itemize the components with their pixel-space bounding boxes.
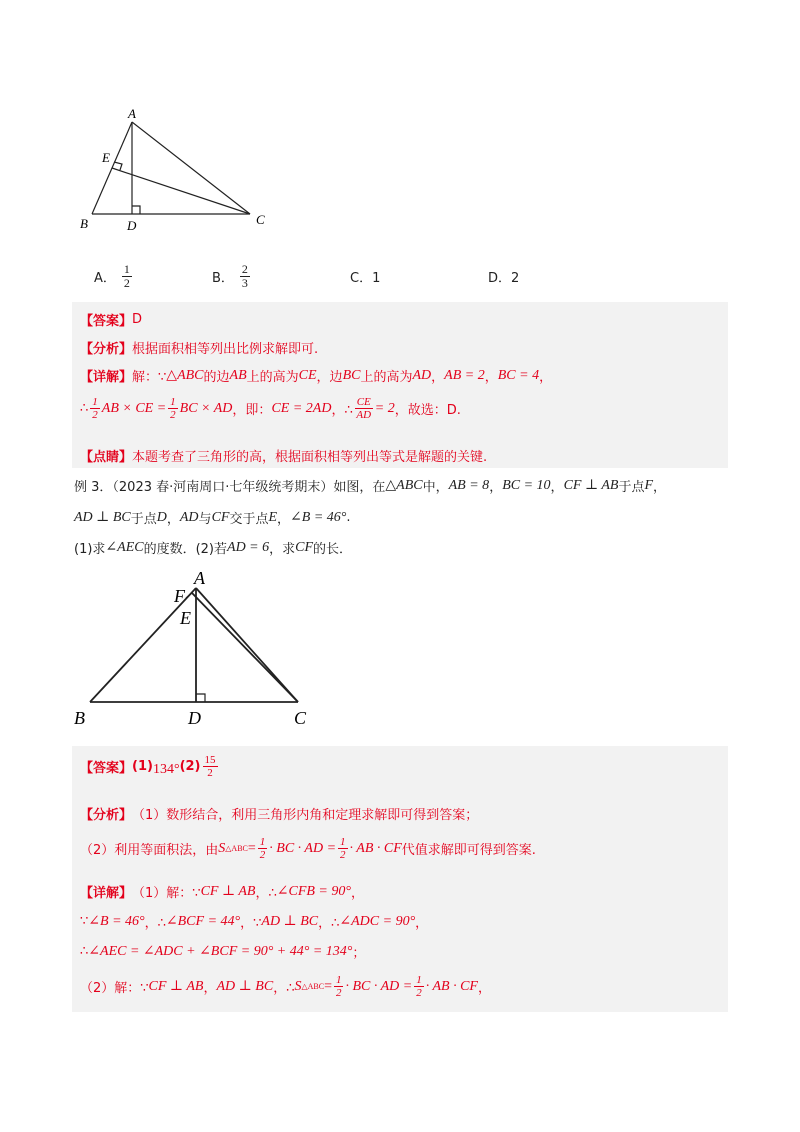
text: ，	[550, 480, 564, 495]
math: BC = 10	[502, 477, 551, 493]
text: 解：∵	[132, 370, 167, 385]
math: ∠BCF = 44°	[165, 914, 241, 929]
option-d	[488, 258, 519, 294]
text: ，求	[269, 542, 296, 557]
text: （2）利用等面积法，由	[80, 843, 219, 858]
den: 2	[416, 987, 422, 999]
label-e: E	[102, 150, 110, 165]
comment-line	[80, 446, 487, 465]
option-c-label: C．1	[350, 270, 381, 286]
example-line-3	[74, 538, 352, 557]
text: （1）解：∵	[132, 886, 201, 901]
math: D	[156, 509, 167, 525]
den: 2	[340, 849, 346, 861]
math: AB	[229, 367, 247, 383]
analysis-tag: 【分析】	[80, 342, 133, 357]
answer-tag: 【答案】	[80, 314, 133, 329]
label-c: C	[256, 212, 265, 227]
math: E	[268, 509, 278, 525]
math: = 2	[374, 400, 395, 416]
text: （1）数形结合，利用三角形内角和定理求解即可得到答案；	[132, 808, 479, 823]
text: 的长．	[313, 542, 353, 557]
text: ，∵	[240, 916, 262, 931]
option-a-den: 2	[123, 275, 130, 290]
math: CF ⊥ AB	[148, 979, 204, 994]
fraction	[90, 396, 100, 421]
text: ，∴	[255, 886, 277, 901]
text: 于点	[618, 480, 645, 495]
fraction	[203, 754, 218, 779]
analysis-line	[80, 338, 318, 357]
math: AD ⊥ BC	[74, 510, 131, 525]
text: 的度数．(2)若	[143, 542, 228, 557]
math: S	[218, 840, 226, 856]
text: ，	[350, 886, 364, 901]
num: 1	[259, 836, 266, 848]
math: AD	[412, 367, 432, 383]
detail-line-1	[80, 882, 364, 901]
text: ，	[489, 480, 503, 495]
answer-line	[80, 310, 142, 329]
option-b-den: 3	[241, 275, 248, 290]
math: BC = 4	[497, 367, 540, 383]
math: BC	[342, 367, 361, 383]
fraction	[414, 974, 424, 999]
detail-line-4	[80, 974, 491, 999]
detail-tag: 【详解】	[80, 886, 133, 901]
text: ∴	[80, 944, 89, 959]
option-a	[94, 258, 132, 294]
math: ∠AEC = ∠ADC + ∠BCF = 90° + 44° = 134°	[88, 944, 353, 959]
fraction	[334, 974, 344, 999]
text: 与	[198, 512, 212, 527]
math: BC × AD	[179, 400, 233, 416]
label-a: A	[194, 568, 205, 588]
option-d-label: D．2	[488, 270, 520, 286]
text: ，故选：D.	[394, 403, 461, 418]
text: ，	[477, 981, 491, 996]
fraction	[338, 836, 348, 861]
option-a-fraction	[122, 263, 132, 290]
detail-line-1	[80, 366, 552, 385]
math: △ABC	[166, 368, 204, 383]
label-d: D	[127, 218, 137, 233]
num: 1	[340, 836, 346, 848]
den: 2	[259, 849, 266, 861]
detail-line-2	[80, 912, 428, 931]
detail-tag: 【详解】	[80, 370, 133, 385]
analysis-line-2	[80, 836, 536, 861]
math: △ABC	[225, 844, 248, 853]
num: 1	[416, 974, 422, 986]
text: .	[346, 510, 351, 525]
text: ，	[203, 981, 217, 996]
text: (2)	[179, 759, 201, 774]
math: · AB · CF	[349, 840, 402, 856]
math: 134°	[152, 761, 180, 777]
math: CF ⊥ AB	[563, 478, 619, 493]
math: AB = 2	[444, 367, 485, 383]
num: 15	[204, 754, 216, 766]
text: ，∴	[318, 916, 340, 931]
example-line-2	[74, 508, 351, 527]
math: CF ⊥ AB	[200, 884, 256, 899]
label-a: A	[128, 106, 136, 121]
triangle-figure-2	[70, 566, 330, 732]
fraction	[355, 396, 373, 421]
text: 上的高为	[246, 370, 299, 385]
label-d: D	[188, 708, 201, 728]
text: 代值求解即可得到答案.	[401, 843, 536, 858]
math: CE	[298, 367, 317, 383]
text: 于点	[130, 512, 157, 527]
text: ，∴	[273, 981, 295, 996]
example-line-1	[74, 476, 666, 495]
text: ；	[352, 946, 366, 961]
text: 中，	[422, 480, 449, 495]
label-e: E	[180, 608, 191, 628]
math: △ABC	[385, 478, 423, 493]
math: =	[324, 978, 332, 994]
text: ，	[431, 370, 445, 385]
text: 上的高为	[360, 370, 413, 385]
label-b: B	[80, 216, 88, 231]
math: AB × CE =	[101, 400, 167, 416]
math: AB = 8	[448, 477, 490, 493]
math: △ABC	[301, 982, 325, 991]
label-f: F	[174, 586, 185, 606]
option-b-fraction	[240, 263, 250, 290]
math: ∠AEC	[105, 540, 144, 555]
text: （2）解：∵	[80, 981, 149, 996]
den: AD	[356, 409, 372, 421]
math: ∠B = 46°	[290, 510, 347, 525]
math: CF	[211, 509, 230, 525]
text: ，即：	[232, 403, 272, 418]
den: 2	[170, 409, 176, 421]
text: ，	[653, 480, 667, 495]
detail-line-2	[80, 396, 461, 421]
text: ，	[415, 916, 429, 931]
num: 1	[170, 396, 176, 408]
comment-text: 本题考查了三角形的高，根据面积相等列出等式是解题的关键.	[132, 450, 488, 465]
math: F	[644, 477, 654, 493]
analysis-tag: 【分析】	[80, 808, 133, 823]
detail-line-3	[80, 942, 365, 961]
option-c	[350, 258, 380, 294]
answer-options	[94, 258, 654, 294]
fraction	[168, 396, 178, 421]
math: AD ⊥ BC	[261, 914, 319, 929]
math: AD ⊥ BC	[216, 979, 274, 994]
answer-line	[80, 754, 220, 779]
text: ，	[484, 370, 498, 385]
text: 例 3．（2023 春·河南周口·七年级统考期末）如图，在	[74, 480, 386, 495]
math: · BC · AD =	[269, 840, 337, 856]
text: ∴	[80, 401, 89, 416]
den: 2	[335, 987, 342, 999]
num: 1	[335, 974, 342, 986]
den: 2	[92, 409, 98, 421]
text: (1)	[132, 759, 153, 774]
text: ，	[166, 512, 180, 527]
text: 交于点	[229, 512, 269, 527]
text: ，边	[316, 370, 343, 385]
math: · BC · AD =	[345, 978, 413, 994]
math: S	[294, 978, 302, 994]
option-a-num: 1	[123, 261, 130, 276]
math: AD	[179, 509, 199, 525]
label-c: C	[294, 708, 307, 728]
math: ∠B = 46°	[88, 914, 145, 929]
label-b: B	[74, 708, 85, 728]
analysis-text: 根据面积相等列出比例求解即可.	[132, 342, 319, 357]
math: CF	[295, 539, 314, 555]
text: ，	[539, 370, 553, 385]
option-b-num: 2	[241, 261, 248, 276]
text: ∵	[80, 914, 89, 929]
math: AD = 6	[227, 539, 270, 555]
option-a-label: A．	[94, 270, 116, 286]
solution-box-2	[72, 746, 728, 1012]
text: 的边	[203, 370, 230, 385]
den: 2	[207, 767, 213, 779]
answer-value: D	[132, 312, 143, 327]
solution-box-1	[72, 302, 728, 468]
answer-tag: 【答案】	[80, 761, 133, 776]
option-b-label: B．	[212, 270, 234, 286]
math: · AB · CF	[425, 978, 478, 994]
text: ，∴	[331, 403, 353, 418]
math: =	[247, 840, 256, 856]
comment-tag: 【点睛】	[80, 450, 133, 465]
math: CE = 2AD	[271, 400, 332, 416]
num: 1	[92, 396, 98, 408]
analysis-line-1	[80, 804, 478, 823]
text: ，∴	[144, 916, 166, 931]
num: CE	[356, 396, 371, 408]
triangle-figure-1	[74, 100, 284, 240]
text: ，	[277, 512, 291, 527]
math: ∠CFB = 90°	[276, 884, 351, 899]
fraction	[258, 836, 268, 861]
math: ∠ADC = 90°	[339, 914, 416, 929]
option-b	[212, 258, 250, 294]
text: (1)求	[74, 542, 106, 557]
